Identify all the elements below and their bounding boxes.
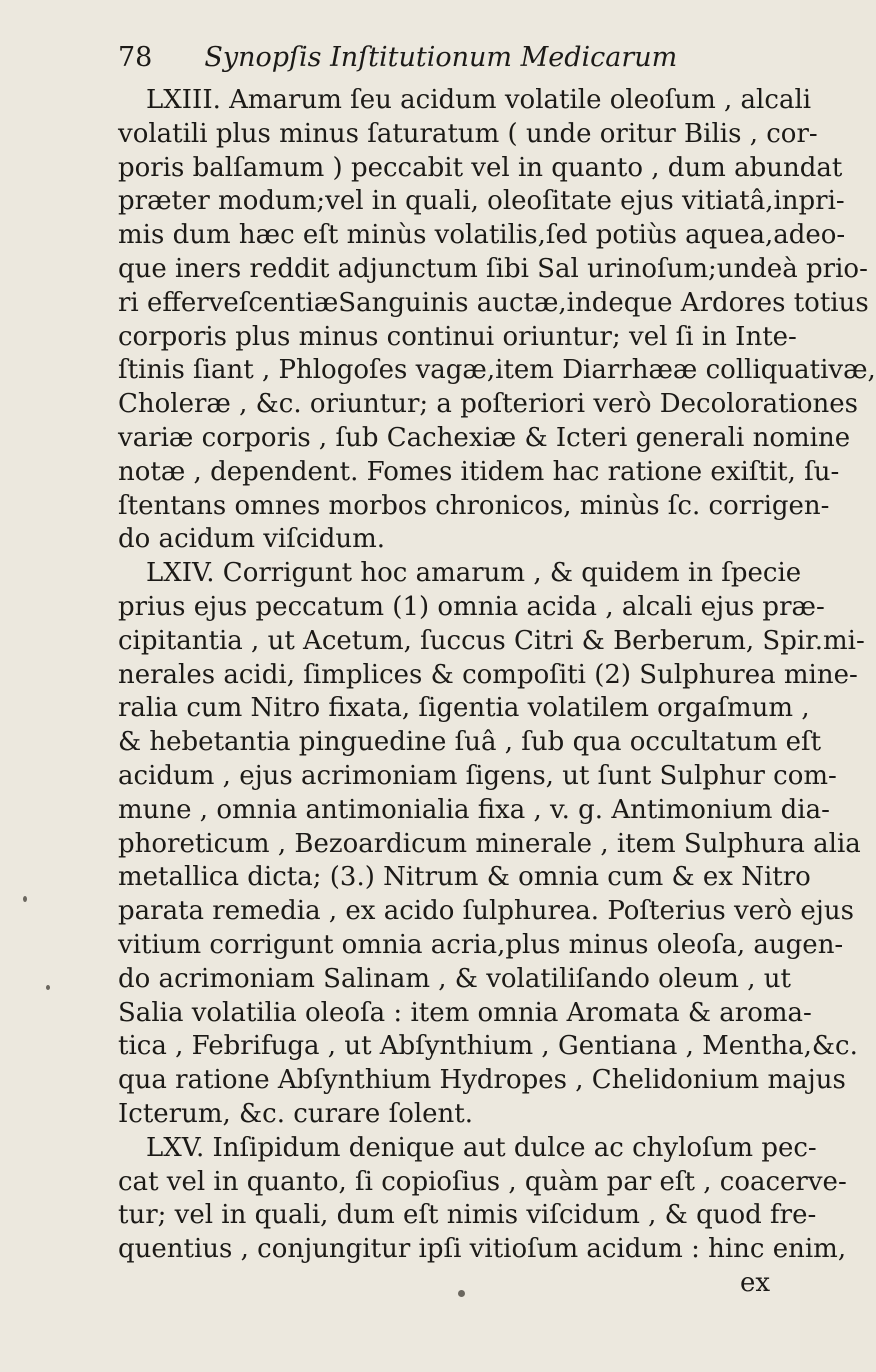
text-line: LXIV. Corrigunt hoc amarum , & quidem in ſpecie bbox=[146, 558, 802, 589]
text-line: do acidum viſcidum. bbox=[118, 524, 386, 555]
text-line: notæ , dependent. Fomes itidem hac ratione exiſtit, ſu- bbox=[118, 456, 840, 487]
text-line: Icterum, &c. curare ſolent. bbox=[118, 1098, 474, 1129]
text-line: phoreticum , Bezoardicum minerale , item Sulphura alia bbox=[118, 828, 861, 859]
text-line: cipitantia , ut Acetum, ſuccus Citri & Berberum, Spir.mi- bbox=[118, 625, 865, 656]
catchword: ex bbox=[739, 1267, 770, 1298]
text-line: mune , omnia antimonialia fixa , v. g. Antimonium dia- bbox=[118, 794, 830, 825]
text-line: tur; vel in quali, dum eſt nimis viſcidum , & quod fre- bbox=[118, 1200, 817, 1231]
text-line: LXIII. Amarum ſeu acidum volatile oleoſum , alcali bbox=[146, 85, 812, 115]
text-line: ri efferveſcentiæSanguinis auctæ,indeque Ardores totius bbox=[118, 287, 869, 318]
text-line: volatili plus minus ſaturatum ( unde oritur Bilis , cor- bbox=[118, 118, 818, 149]
text-line: que iners reddit adjunctum ſibi Sal urinoſum;undeà prio- bbox=[118, 253, 868, 284]
text-line: variæ corporis , ſub Cachexiæ & Icteri generali nomine bbox=[118, 422, 851, 453]
text-line: vitium corrigunt omnia acria,plus minus oleoſa, augen- bbox=[118, 929, 844, 960]
text-line: corporis plus minus continui oriuntur; vel ſi in Inte- bbox=[118, 321, 797, 352]
text-line: cat vel in quanto, ſi copioſius , quàm par eſt , coacerve- bbox=[118, 1166, 847, 1197]
text-line: Salia volatilia oleoſa : item omnia Aromata & aroma- bbox=[118, 997, 812, 1028]
text-line: præter modum;vel in quali, oleoſitate ejus vitiatâ,inpri- bbox=[118, 186, 845, 217]
text-line: quentius , conjungitur ipſi vitioſum acidum : hinc enim, bbox=[118, 1234, 847, 1265]
text-line: qua ratione Abſynthium Hydropes , Chelidonium majus bbox=[118, 1065, 846, 1096]
text-line: poris balſamum ) peccabit vel in quanto , dum abundat bbox=[118, 152, 843, 183]
text-line: metallica dicta; (3.) Nitrum & omnia cum & ex Nitro bbox=[118, 862, 811, 893]
text-body bbox=[118, 84, 876, 1301]
text-line: tica , Febrifuga , ut Abſynthium , Gentiana , Mentha,&c. bbox=[118, 1031, 858, 1062]
text-line: & hebetantia pinguedine ſuâ , ſub qua occultatum eſt bbox=[118, 727, 822, 758]
text-line: parata remedia , ex acido ſulphurea. Poſterius verò ejus bbox=[118, 896, 854, 927]
text-line: nerales acidi, ſimplices & compoſiti (2) Sulphurea mine- bbox=[118, 659, 858, 690]
text-line: Choleræ , &c. oriuntur; a poſteriori verò Decolorationes bbox=[118, 389, 859, 420]
ink-speck bbox=[458, 1290, 465, 1297]
ink-speck bbox=[23, 896, 27, 902]
running-header bbox=[118, 42, 758, 73]
running-title: Synopſis Inſtitutionum Medicarum bbox=[204, 42, 678, 73]
text-line: ſtinis ſiant , Phlogoſes vagæ,item Diarrhææ colliquativæ, bbox=[118, 355, 876, 386]
text-line: mis dum hæc eſt minùs volatilis,ſed potiùs aquea,adeo- bbox=[118, 220, 846, 251]
text-line: do acrimoniam Salinam , & volatiliſando oleum , ut bbox=[118, 963, 791, 994]
ink-speck bbox=[46, 985, 50, 990]
text-line: LXV. Inſipidum denique aut dulce ac chyloſum pec- bbox=[146, 1132, 817, 1163]
text-line: ſtentans omnes morbos chronicos, minùs ſc. corrigen- bbox=[118, 490, 830, 521]
text-line: prius ejus peccatum (1) omnia acida , alcali ejus præ- bbox=[118, 591, 825, 622]
text-line: ralia cum Nitro fixata, ſigentia volatilem orgaſmum , bbox=[118, 693, 810, 724]
page-number: 78 bbox=[118, 42, 153, 73]
text-line: acidum , ejus acrimoniam ſigens, ut ſunt Sulphur com- bbox=[118, 760, 837, 791]
